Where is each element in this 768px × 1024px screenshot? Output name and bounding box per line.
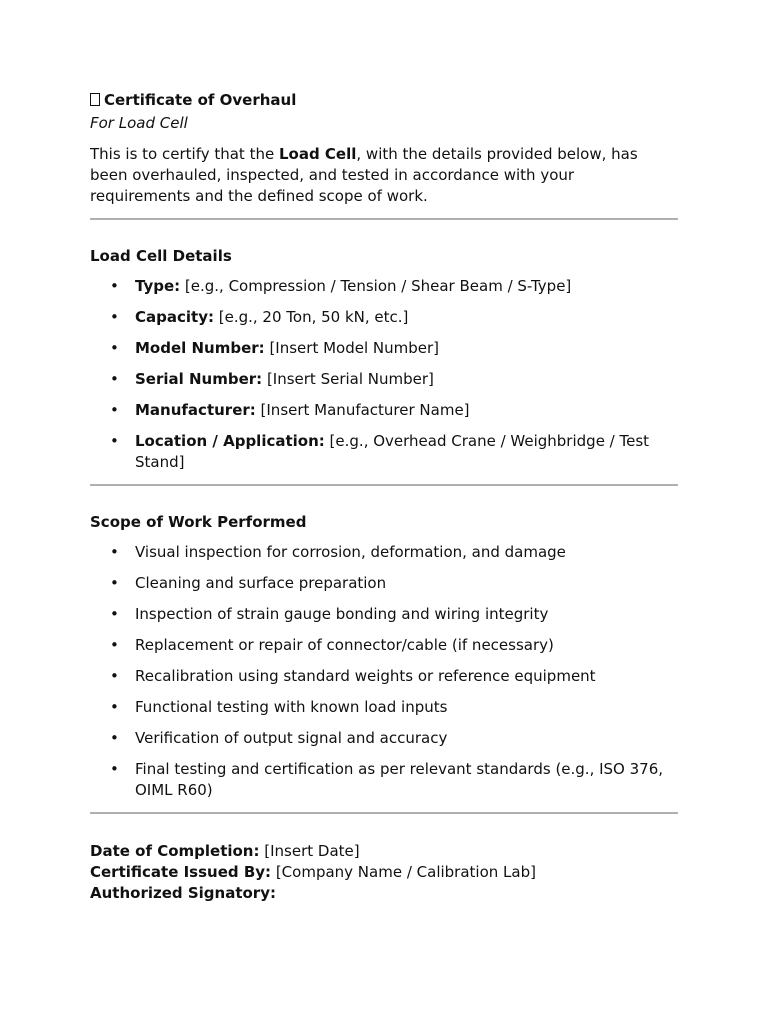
detail-label: Serial Number: [135,370,263,388]
details-list [90,276,678,473]
bullet-icon: • [110,432,119,450]
bullet-icon: • [110,277,119,295]
list-item [90,759,678,801]
detail-value: [e.g., 20 Ton, 50 kN, etc.] [213,308,409,326]
divider [90,218,678,220]
bullet-icon: • [110,698,119,716]
list-item [90,307,678,328]
issuer-line [90,862,678,883]
signatory-label: Authorized Signatory: [90,884,276,902]
list-item [90,400,678,421]
detail-value: [e.g., Compression / Tension / Shear Beam / S-Type] [180,277,572,295]
list-item [90,542,678,563]
detail-value: [Insert Model Number] [264,339,440,357]
bullet-icon: • [110,308,119,326]
bullet-icon: • [110,339,119,357]
bullet-icon: • [110,370,119,388]
divider [90,484,678,486]
missing-glyph-icon [90,93,100,106]
divider [90,812,678,814]
page-subtitle: For Load Cell [90,114,188,132]
title-text: Certificate of Overhaul [104,91,297,109]
list-item [90,431,678,473]
scope-item-text: Visual inspection for corrosion, deformation, and damage [135,543,566,561]
bullet-icon: • [110,729,119,747]
detail-label: Type: [135,277,181,295]
list-item [90,338,678,359]
list-item [90,276,678,297]
scope-heading: Scope of Work Performed [90,513,307,531]
detail-value: [Insert Manufacturer Name] [255,401,470,419]
certificate-document [90,90,678,904]
issuer-value: [Company Name / Calibration Lab] [271,863,536,881]
detail-label: Model Number: [135,339,265,357]
list-item [90,604,678,625]
bullet-icon: • [110,401,119,419]
bullet-icon: • [110,574,119,592]
bullet-icon: • [110,605,119,623]
scope-item-text: Recalibration using standard weights or reference equipment [135,667,596,685]
bullet-icon: • [110,667,119,685]
completion-footer [90,841,678,904]
list-item [90,697,678,718]
bullet-icon: • [110,543,119,561]
detail-value: [Insert Serial Number] [262,370,434,388]
page-title [90,90,678,111]
intro-paragraph [90,144,678,207]
bullet-icon: • [110,636,119,654]
scope-item-text: Cleaning and surface preparation [135,574,387,592]
scope-item-text: Verification of output signal and accuracy [135,729,448,747]
signatory-line [90,883,678,904]
scope-item-text: Inspection of strain gauge bonding and wiring integrity [135,605,549,623]
scope-item-text: Replacement or repair of connector/cable (if necessary) [135,636,554,654]
detail-label: Capacity: [135,308,214,326]
intro-bold-term: Load Cell [278,145,357,163]
bullet-icon: • [110,760,119,778]
intro-suffix: , with the details provided below, has been overhauled, inspected, and tested in accordance with your requirements and the defined scope of work. [90,145,638,205]
details-heading: Load Cell Details [90,247,232,265]
list-item [90,369,678,390]
list-item [90,573,678,594]
list-item [90,728,678,749]
detail-label: Manufacturer: [135,401,256,419]
detail-value: [e.g., Overhead Crane / Weighbridge / Test Stand] [135,432,650,471]
issuer-label: Certificate Issued By: [90,863,272,881]
date-label: Date of Completion: [90,842,260,860]
list-item [90,635,678,656]
intro-prefix: This is to certify that the [90,145,279,163]
detail-label: Location / Application: [135,432,325,450]
scope-list [90,542,678,801]
date-value: [Insert Date] [259,842,360,860]
scope-item-text: Final testing and certification as per relevant standards (e.g., ISO 376, OIML R60) [135,760,664,799]
scope-item-text: Functional testing with known load inputs [135,698,448,716]
date-line [90,841,678,862]
list-item [90,666,678,687]
